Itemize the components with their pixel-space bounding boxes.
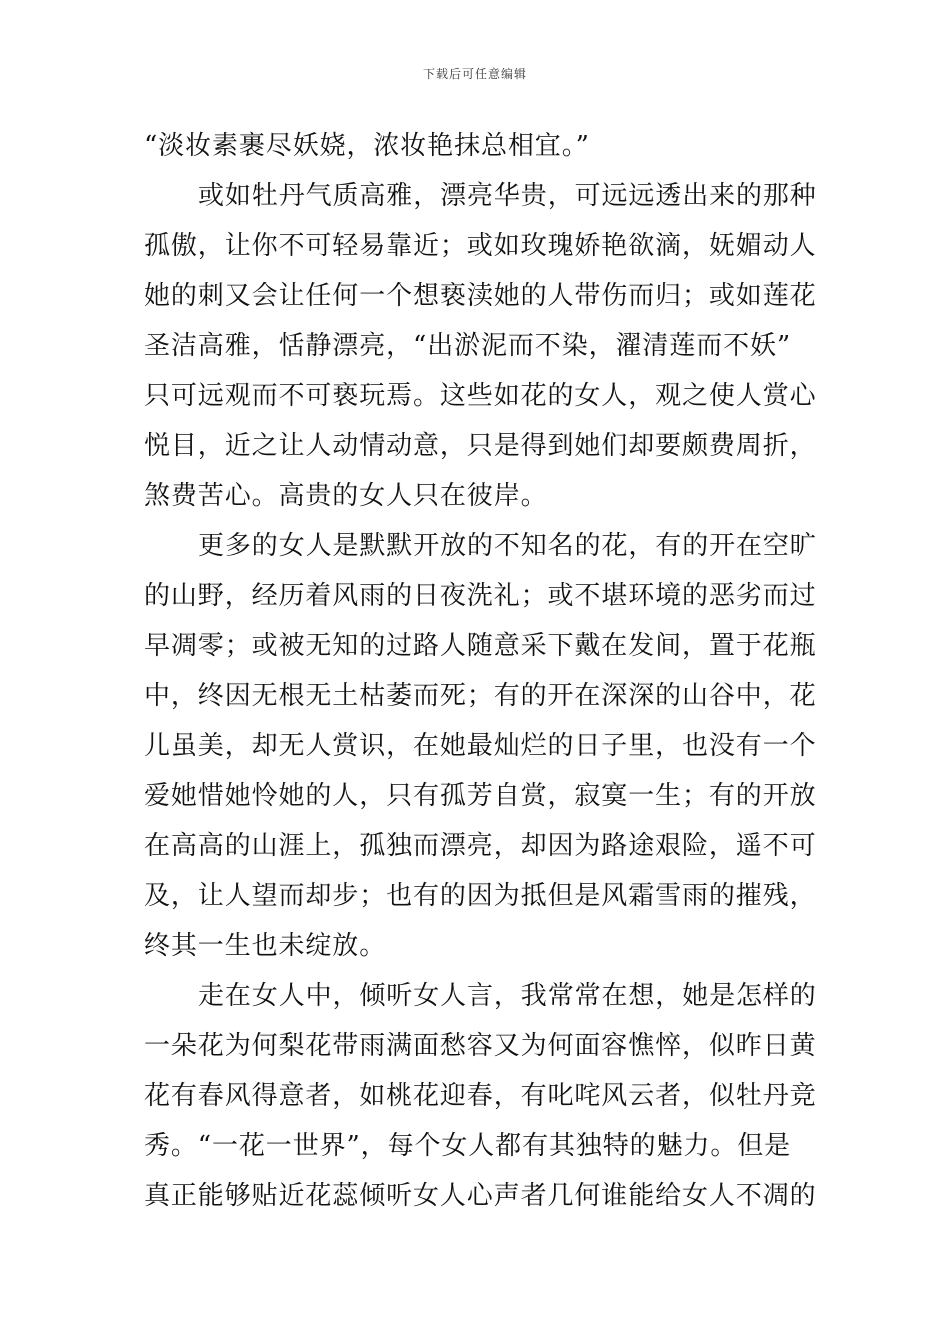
text-line: 悦目，近之让人动情动意，只是得到她们却要颇费周折， — [144, 431, 817, 461]
text-line: 及，让人望而却步；也有的因为抵但是风霜雪雨的摧残， — [144, 881, 817, 911]
text-line: 孤傲，让你不可轻易靠近；或如玫瑰娇艳欲滴，妩媚动人 — [144, 231, 817, 261]
text-line: 的山野，经历着风雨的日夜洗礼；或不堪环境的恶劣而过 — [144, 581, 817, 611]
text-line: 圣洁高雅，恬静漂亮，“出淤泥而不染，濯清莲而不妖” — [144, 331, 792, 361]
text-line: 只可远观而不可亵玩焉。这些如花的女人，观之使人赏心 — [144, 381, 817, 411]
text-line: 秀。“一花一世界”，每个女人都有其独特的魅力。但是 — [144, 1131, 792, 1161]
text-line: 煞费苦心。高贵的女人只在彼岸。 — [144, 481, 548, 511]
text-line: 爱她惜她怜她的人，只有孤芳自赏，寂寞一生；有的开放 — [144, 781, 817, 811]
paragraph-first-line: 或如牡丹气质高雅，漂亮华贵，可远远透出来的那种 — [198, 181, 817, 211]
text-line: 花有春风得意者，如桃花迎春，有叱咤风云者，似牡丹竞 — [144, 1081, 817, 1111]
text-line: 儿虽美，却无人赏识，在她最灿烂的日子里，也没有一个 — [144, 731, 817, 761]
page-header: 下载后可任意编辑 — [422, 67, 527, 81]
text-line: 在高高的山涯上，孤独而漂亮，却因为路途艰险，遥不可 — [144, 831, 817, 861]
text-line: 一朵花为何梨花带雨满面愁容又为何面容憔悴，似昨日黄 — [144, 1031, 817, 1061]
body-text — [144, 128, 817, 1228]
paragraph-first-line: 更多的女人是默默开放的不知名的花，有的开在空旷 — [198, 531, 817, 561]
text-line: 早凋零；或被无知的过路人随意采下戴在发间，置于花瓶 — [144, 631, 817, 661]
text-line: 终其一生也未绽放。 — [144, 931, 387, 961]
paragraph-first-line: 走在女人中，倾听女人言，我常常在想，她是怎样的 — [198, 981, 817, 1011]
text-line: 真正能够贴近花蕊倾听女人心声者几何谁能给女人不凋的 — [144, 1181, 817, 1211]
text-line: 她的刺又会让任何一个想亵渎她的人带伤而归；或如莲花 — [144, 281, 817, 311]
text-line: 中，终因无根无土枯萎而死；有的开在深深的山谷中，花 — [144, 681, 817, 711]
text-line: “淡妆素裹尽妖娆，浓妆艳抹总相宜。” — [144, 131, 590, 161]
